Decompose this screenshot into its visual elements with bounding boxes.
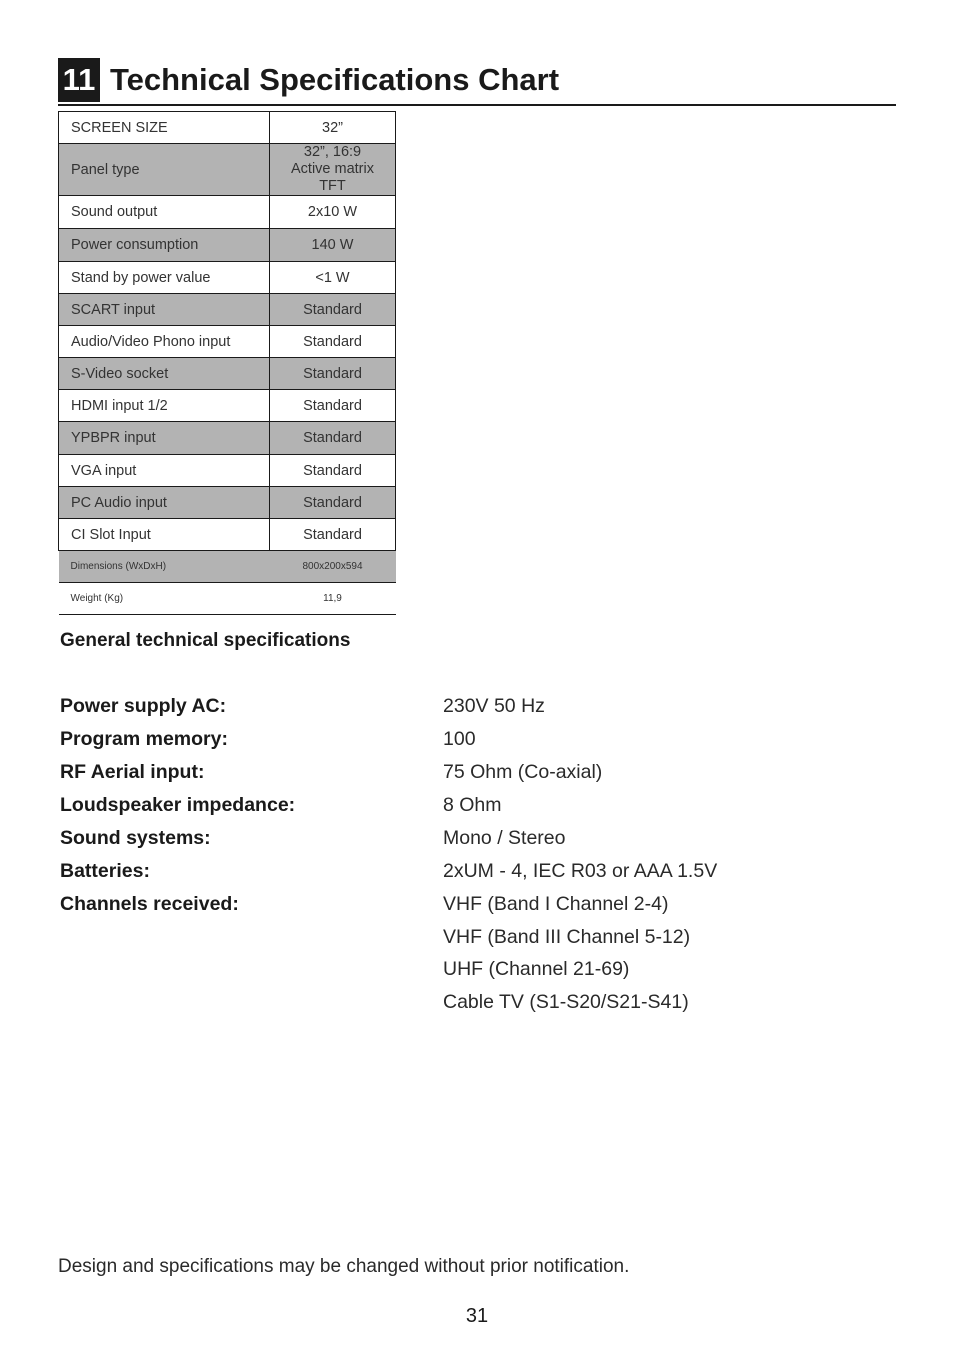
spec-label: PC Audio input <box>59 487 270 519</box>
spec-label: S-Video socket <box>59 358 270 390</box>
spec-value: 140 W <box>270 229 396 262</box>
table-row <box>59 358 396 390</box>
spec-label: Audio/Video Phono input <box>59 326 270 358</box>
general-spec-row <box>60 695 860 725</box>
spec-label: Stand by power value <box>59 262 270 294</box>
general-spec-row <box>60 860 860 890</box>
general-spec-key: Batteries: <box>60 860 150 882</box>
general-spec-key: Power supply AC: <box>60 695 227 717</box>
general-spec-value: Cable TV (S1-S20/S21-S41) <box>443 991 689 1013</box>
spec-label: SCREEN SIZE <box>59 112 270 144</box>
general-spec-key: RF Aerial input: <box>60 761 205 783</box>
general-spec-row <box>60 728 860 758</box>
general-spec-value: 2xUM - 4, IEC R03 or AAA 1.5V <box>443 860 718 882</box>
general-spec-value: Mono / Stereo <box>443 827 566 849</box>
footer-note: Design and specifications may be changed without prior notification. <box>58 1256 630 1277</box>
spec-value: Standard <box>270 422 396 455</box>
general-spec-row <box>60 958 860 988</box>
general-spec-row <box>60 991 860 1021</box>
general-spec-key: Channels received: <box>60 893 239 915</box>
spec-label: YPBPR input <box>59 422 270 455</box>
spec-label: Power consumption <box>59 229 270 262</box>
general-spec-row <box>60 926 860 956</box>
spec-label: VGA input <box>59 455 270 487</box>
page-title: Technical Specifications Chart <box>110 62 560 97</box>
spec-label: SCART input <box>59 294 270 326</box>
spec-value: Standard <box>270 358 396 390</box>
table-row <box>59 196 396 229</box>
general-spec-value: VHF (Band I Channel 2-4) <box>443 893 669 915</box>
spec-value: Standard <box>270 390 396 422</box>
table-row <box>59 455 396 487</box>
general-spec-value: 75 Ohm (Co-axial) <box>443 761 603 783</box>
table-row <box>59 229 396 262</box>
table-row <box>59 326 396 358</box>
spec-label: Dimensions (WxDxH) <box>59 551 270 583</box>
spec-value: Standard <box>270 487 396 519</box>
table-row <box>59 487 396 519</box>
spec-value: Standard <box>270 519 396 551</box>
spec-value: 800x200x594 <box>270 551 396 583</box>
general-spec-value: UHF (Channel 21-69) <box>443 958 630 980</box>
page-number: 31 <box>465 1305 489 1327</box>
general-spec-row <box>60 893 860 923</box>
spec-label: Panel type <box>59 144 270 196</box>
general-spec-value: 8 Ohm <box>443 794 502 816</box>
general-spec-value: 100 <box>443 728 476 750</box>
table-row <box>59 422 396 455</box>
spec-value-line: TFT <box>319 178 346 194</box>
spec-table <box>58 111 396 615</box>
spec-value: 2x10 W <box>270 196 396 229</box>
table-row <box>59 262 396 294</box>
spec-value <box>270 144 396 196</box>
spec-value-line: 32”, 16:9 <box>303 144 362 160</box>
general-specs-title: General technical specifications <box>60 630 351 651</box>
general-spec-key: Loudspeaker impedance: <box>60 794 296 816</box>
table-row <box>59 112 396 144</box>
general-spec-value: VHF (Band III Channel 5-12) <box>443 926 691 948</box>
general-spec-value: 230V 50 Hz <box>443 695 545 717</box>
table-row <box>59 583 396 615</box>
table-row <box>59 551 396 583</box>
section-header <box>58 58 896 106</box>
general-spec-key: Program memory: <box>60 728 228 750</box>
spec-value: Standard <box>270 455 396 487</box>
spec-label: CI Slot Input <box>59 519 270 551</box>
spec-value-line: Active matrix <box>291 161 374 177</box>
general-spec-row <box>60 794 860 824</box>
spec-value: 11,9 <box>270 583 396 615</box>
spec-value: Standard <box>270 294 396 326</box>
spec-label: HDMI input 1/2 <box>59 390 270 422</box>
table-row <box>59 519 396 551</box>
table-row <box>59 294 396 326</box>
spec-value: Standard <box>270 326 396 358</box>
spec-value: <1 W <box>270 262 396 294</box>
spec-label: Sound output <box>59 196 270 229</box>
chapter-number: 11 <box>58 58 100 102</box>
spec-value: 32” <box>270 112 396 144</box>
table-row <box>59 144 396 196</box>
general-spec-row <box>60 761 860 791</box>
general-spec-row <box>60 827 860 857</box>
spec-label: Weight (Kg) <box>59 583 270 615</box>
general-spec-key: Sound systems: <box>60 827 211 849</box>
table-row <box>59 390 396 422</box>
